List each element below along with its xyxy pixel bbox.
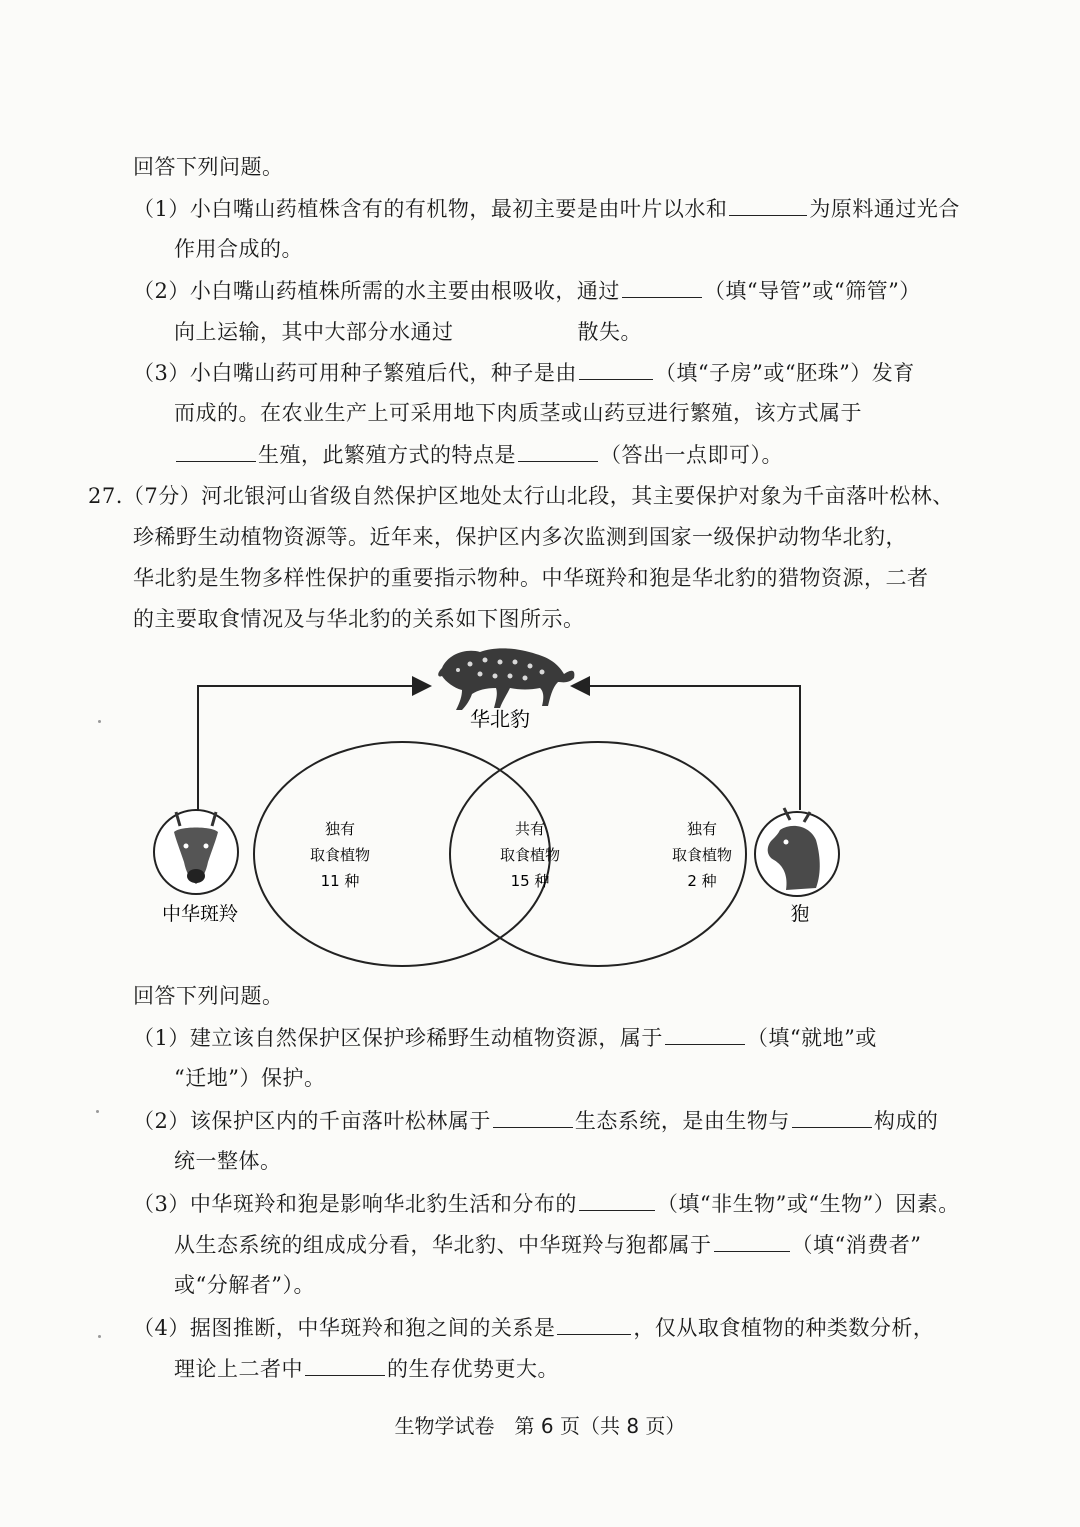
q27-p2-line1 xyxy=(133,1105,938,1136)
q27-p3-blank-2[interactable] xyxy=(714,1229,790,1252)
q27-p3-text-d: （填“消费者” xyxy=(791,1233,922,1257)
q27-p3-text-a: （3）中华斑羚和狍是影响华北豹生活和分布的 xyxy=(133,1192,577,1216)
arrow-left-to-leopard xyxy=(198,686,430,818)
right-region-line3: 2 种 xyxy=(687,872,717,890)
q27-stem-line3: 华北豹是生物多样性保护的重要指示物种。中华斑羚和狍是华北豹的猎物资源，二者 xyxy=(133,566,929,590)
q27-p3-line1 xyxy=(133,1188,960,1219)
q27-p1-blank[interactable] xyxy=(665,1022,745,1045)
q26-p2-text-b: （填“导管”或“筛管”） xyxy=(703,279,921,303)
goral-icon xyxy=(154,810,238,894)
leopard-label: 华北豹 xyxy=(470,707,530,731)
q26-p3-text-e: （答出一点即可）。 xyxy=(600,443,783,467)
q27-intro: 回答下列问题。 xyxy=(133,984,284,1008)
q26-p2-blank-1[interactable] xyxy=(622,275,702,298)
q27-p4-text-c: 理论上二者中 xyxy=(174,1357,303,1381)
q26-p1-text-b: 为原料通过光合 xyxy=(809,197,960,221)
roe-deer-icon xyxy=(755,808,839,896)
center-region-line2: 取食植物 xyxy=(499,846,561,864)
q26-p3-text-b: （填“子房”或“胚珠”）发育 xyxy=(654,361,915,385)
q27-p4-blank-2[interactable] xyxy=(305,1353,385,1376)
q26-p2-line2 xyxy=(174,316,642,347)
q26-p2-text-d: 散失。 xyxy=(577,320,642,344)
q26-p1-line1 xyxy=(133,193,960,224)
q26-p3-line2: 而成的。在农业生产上可采用地下肉质茎或山药豆进行繁殖，该方式属于 xyxy=(174,401,862,425)
scan-speck xyxy=(98,720,101,723)
q26-p2-text-c: 向上运输，其中大部分水通过 xyxy=(174,320,454,344)
q27-p2-text-c: 构成的 xyxy=(873,1109,939,1133)
q27-stem-line4: 的主要取食情况及与华北豹的关系如下图所示。 xyxy=(133,607,585,631)
left-region-line1: 独有 xyxy=(324,820,356,838)
q27-p3-line3: 或“分解者”）。 xyxy=(174,1273,315,1297)
q27-p1-line1 xyxy=(133,1022,877,1053)
q26-p3-line1 xyxy=(133,357,915,388)
q27-p1-text-b: （填“就地”或 xyxy=(746,1026,877,1050)
q27-stem-line1: 27.（7分）河北银河山省级自然保护区地处太行山北段，其主要保护对象为千亩落叶松林、 xyxy=(88,484,954,508)
roe-deer-label: 狍 xyxy=(790,903,810,925)
q27-p3-blank-1[interactable] xyxy=(579,1188,655,1211)
leopard-icon xyxy=(438,648,574,710)
q26-p1-line2: 作用合成的。 xyxy=(174,237,303,261)
q26-p3-text-a: （3）小白嘴山药可用种子繁殖后代，种子是由 xyxy=(133,361,577,385)
q27-p2-line2: 统一整体。 xyxy=(174,1149,282,1173)
q26-intro: 回答下列问题。 xyxy=(133,155,284,179)
q27-p3-line2 xyxy=(174,1229,921,1260)
q26-p3-text-d: 生殖，此繁殖方式的特点是 xyxy=(258,443,516,467)
q27-p4-text-b: ，仅从取食植物的种类数分析， xyxy=(633,1316,935,1340)
center-region-line3: 15 种 xyxy=(510,872,550,890)
right-region-line2: 取食植物 xyxy=(671,846,733,864)
q26-p2-text-a: （2）小白嘴山药植株所需的水主要由根吸收，通过 xyxy=(133,279,620,303)
q27-p4-blank-1[interactable] xyxy=(557,1312,631,1335)
q27-p4-text-a: （4）据图推断，中华斑羚和狍之间的关系是 xyxy=(133,1316,556,1340)
scan-speck xyxy=(96,1110,99,1113)
q27-p1-line2: “迁地”）保护。 xyxy=(174,1066,326,1090)
left-region-line2: 取食植物 xyxy=(309,846,371,864)
q27-p2-text-a: （2）该保护区内的千亩落叶松林属于 xyxy=(133,1109,491,1133)
q26-p3-blank-1[interactable] xyxy=(579,357,653,380)
scan-speck xyxy=(98,1335,101,1338)
q26-p3-blank-3[interactable] xyxy=(518,439,598,462)
q27-p1-text-a: （1）建立该自然保护区保护珍稀野生动植物资源，属于 xyxy=(133,1026,663,1050)
page-footer: 生物学试卷 第 6 页（共 8 页） xyxy=(394,1414,686,1438)
goral-label: 中华斑羚 xyxy=(161,903,239,925)
q26-p3-line3 xyxy=(174,439,783,470)
q27-p4-line2 xyxy=(174,1353,559,1384)
q26-p2-line1 xyxy=(133,275,921,306)
arrow-right-to-leopard xyxy=(572,686,800,810)
q26-p3-blank-2[interactable] xyxy=(176,439,256,462)
q27-stem-line2: 珍稀野生动植物资源等。近年来，保护区内多次监测到国家一级保护动物华北豹， xyxy=(133,525,907,549)
q26-p2-blank-2[interactable] xyxy=(456,316,576,339)
q27-p2-blank-2[interactable] xyxy=(792,1105,872,1128)
q26-p1-blank[interactable] xyxy=(729,193,807,216)
q27-p3-text-c: 从生态系统的组成成分看，华北豹、中华斑羚与狍都属于 xyxy=(174,1233,712,1257)
q27-p4-line1 xyxy=(133,1312,934,1343)
q26-p1-text-a: （1）小白嘴山药植株含有的有机物，最初主要是由叶片以水和 xyxy=(133,197,728,221)
q27-p2-blank-1[interactable] xyxy=(493,1105,573,1128)
food-relationship-diagram xyxy=(140,640,860,970)
q27-p3-text-b: （填“非生物”或“生物”）因素。 xyxy=(656,1192,960,1216)
center-region-line1: 共有 xyxy=(514,820,546,838)
q27-p4-text-d: 的生存优势更大。 xyxy=(387,1357,559,1381)
right-region-line1: 独有 xyxy=(686,820,718,838)
left-region-line3: 11 种 xyxy=(320,872,360,890)
q27-p2-text-b: 生态系统，是由生物与 xyxy=(574,1109,790,1133)
